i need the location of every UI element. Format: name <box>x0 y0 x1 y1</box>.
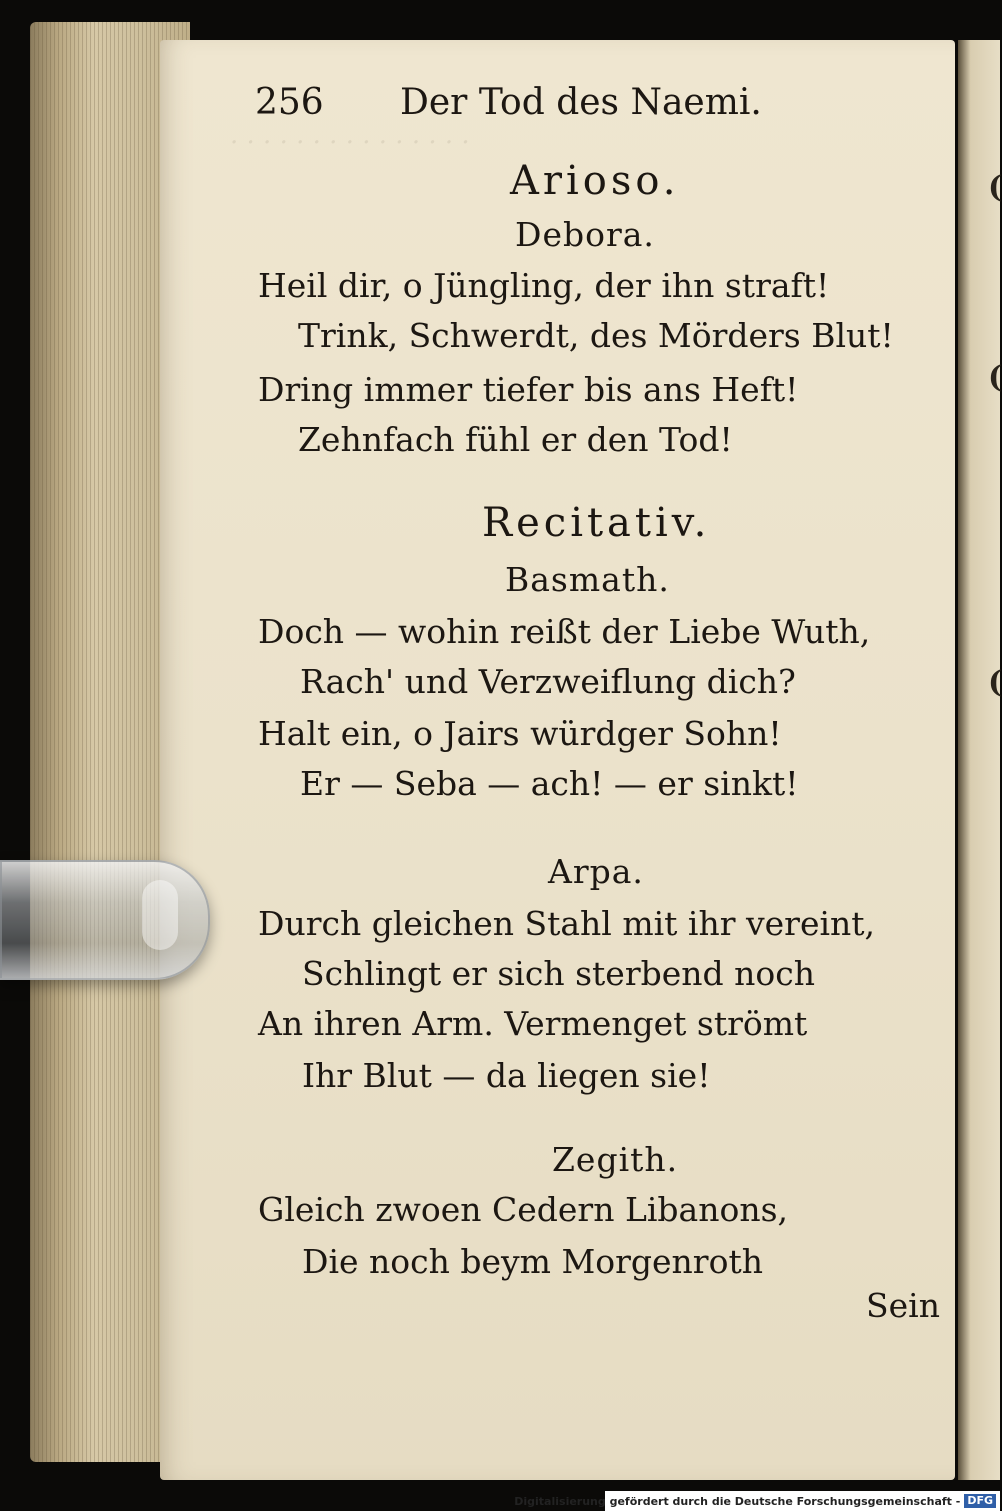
verse-line: Die noch beym Morgenroth <box>302 1242 763 1281</box>
verse-line: Ihr Blut — da liegen sie! <box>302 1056 711 1095</box>
facing-page-glyph: ( <box>988 665 1002 700</box>
speaker-name: Basmath. <box>505 560 670 599</box>
facing-page-glyph: ( <box>988 170 1002 205</box>
verse-line: Rach' und Verzweiflung dich? <box>300 662 796 701</box>
glass-page-weight <box>0 860 210 980</box>
section-heading: Arioso. <box>510 158 680 204</box>
section-heading: Recitativ. <box>482 500 711 546</box>
dfg-logo: DFG <box>964 1494 996 1508</box>
page-number: 256 <box>255 82 324 123</box>
digitization-credit-bar <box>514 1491 1000 1511</box>
speaker-name: Arpa. <box>548 852 644 891</box>
catchword: Sein <box>866 1286 940 1325</box>
verse-line: Halt ein, o Jairs würdger Sohn! <box>258 714 782 753</box>
verse-line: Er — Seba — ach! — er sinkt! <box>300 764 799 803</box>
verse-line: Doch — wohin reißt der Liebe Wuth, <box>258 612 871 651</box>
digitization-credit: Digitalisierung gefördert durch die Deutsche Forschungsgemeinschaft - <box>514 1494 961 1508</box>
verse-line: Zehnfach fühl er den Tod! <box>298 420 733 459</box>
facing-page-glyph: ( <box>988 360 1002 395</box>
facing-page-sliver <box>958 40 1000 1480</box>
verse-line: Dring immer tiefer bis ans Heft! <box>258 370 799 409</box>
verse-line: An ihren Arm. Vermenget strömt <box>258 1004 808 1043</box>
verse-line: Schlingt er sich sterbend noch <box>302 954 815 993</box>
running-title: Der Tod des Naemi. <box>400 82 762 123</box>
bleed-through-text: · · · · · · · · · · · · · · · <box>230 128 470 158</box>
verse-line: Heil dir, o Jüngling, der ihn straft! <box>258 266 830 305</box>
speaker-name: Zegith. <box>552 1140 679 1179</box>
verse-line: Gleich zwoen Cedern Libanons, <box>258 1190 789 1229</box>
verse-line: Trink, Schwerdt, des Mörders Blut! <box>298 316 894 355</box>
verse-line: Durch gleichen Stahl mit ihr vereint, <box>258 904 876 943</box>
speaker-name: Debora. <box>515 215 655 254</box>
